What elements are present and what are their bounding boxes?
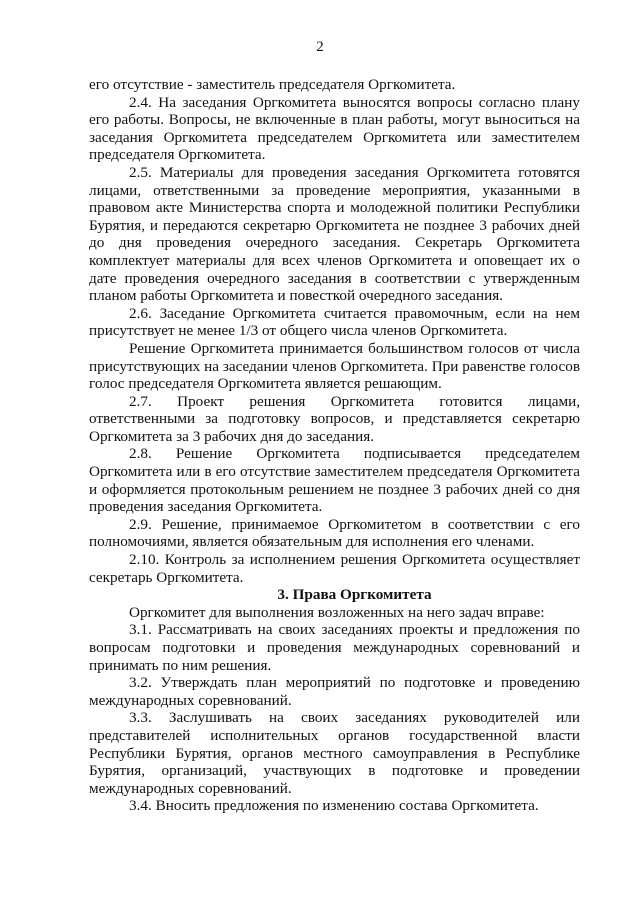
paragraph-3-4: 3.4. Вносить предложения по изменению состава Оргкомитета. [129, 797, 539, 815]
paragraph-2-8: 2.8. Решение Оргкомитета подписывается председателем Оргкомитета или в его отсутствие заместителем председателя Оргкомитета и оформляется протокольным решением не позднее 3 рабочих дней со дня проведения заседания Оргкомитета. [89, 445, 580, 516]
paragraph-2-4: 2.4. На заседания Оргкомитета выносятся вопросы согласно плану его работы. Вопросы, не включенные в план работы, могут выноситься на заседания Оргкомитета председателем Оргкомитета или заместителем председателя Оргкомитета. [89, 93, 580, 164]
paragraph-2-5: 2.5. Материалы для проведения заседания Оргкомитета готовятся лицами, ответственными за проведение мероприятия, указанными в правовом акте Министерства спорта и молодежной политики Республики Бурятия, и передаются секретарю Оргкомитета не позднее 3 рабочих дней до дня проведения очередного заседания. Секретарь Оргкомитета комплектует материалы для всех членов Оргкомитета и оповещает их о дате проведения очередного заседания в соответствии с утвержденным планом работы Оргкомитета и повесткой очередного заседания. [89, 163, 580, 305]
document-body [89, 76, 580, 815]
paragraph-2-6-decision: Решение Оргкомитета принимается большинством голосов от числа присутствующих на заседании членов Оргкомитета. При равенстве голосов голос председателя Оргкомитета является решающим. [89, 339, 580, 393]
paragraph-2-10: 2.10. Контроль за исполнением решения Оргкомитета осуществляет секретарь Оргкомитета. [89, 551, 580, 586]
paragraph-2-7: 2.7. Проект решения Оргкомитета готовится лицами, ответственными за подготовку вопросов, и представляется секретарю Оргкомитета за 3 рабочих дня до заседания. [89, 392, 580, 445]
paragraph-2-9: 2.9. Решение, принимаемое Оргкомитетом в соответствии с его полномочиями, является обязательным для исполнения его членами. [89, 515, 580, 551]
paragraph-2-6: 2.6. Заседание Оргкомитета считается правомочным, если на нем присутствует не менее 1/3 от общего числа членов Оргкомитета. [89, 304, 580, 340]
paragraph-3-1: 3.1. Рассматривать на своих заседаниях проекты и предложения по вопросам подготовки и проведения международных соревнований и принимать по ним решения. [89, 621, 580, 674]
section-heading: 3. Права Оргкомитета [277, 586, 432, 604]
paragraph-3-3: 3.3. Заслушивать на своих заседаниях руководителей или представителей исполнительных органов государственной власти Республики Бурятия, органов местного самоуправления в Республике Бурятия, организаций, участвующих в подготовке и проведении международных соревнований. [89, 709, 580, 797]
paragraph-3-2: 3.2. Утверждать план мероприятий по подготовке и проведению международных соревнований. [89, 674, 580, 709]
page-number: 2 [316, 39, 324, 55]
paragraph-rights-intro: Оргкомитет для выполнения возложенных на него задач вправе: [129, 603, 545, 621]
paragraph-continuation: его отсутствие - заместитель председателя Оргкомитета. [89, 76, 456, 93]
